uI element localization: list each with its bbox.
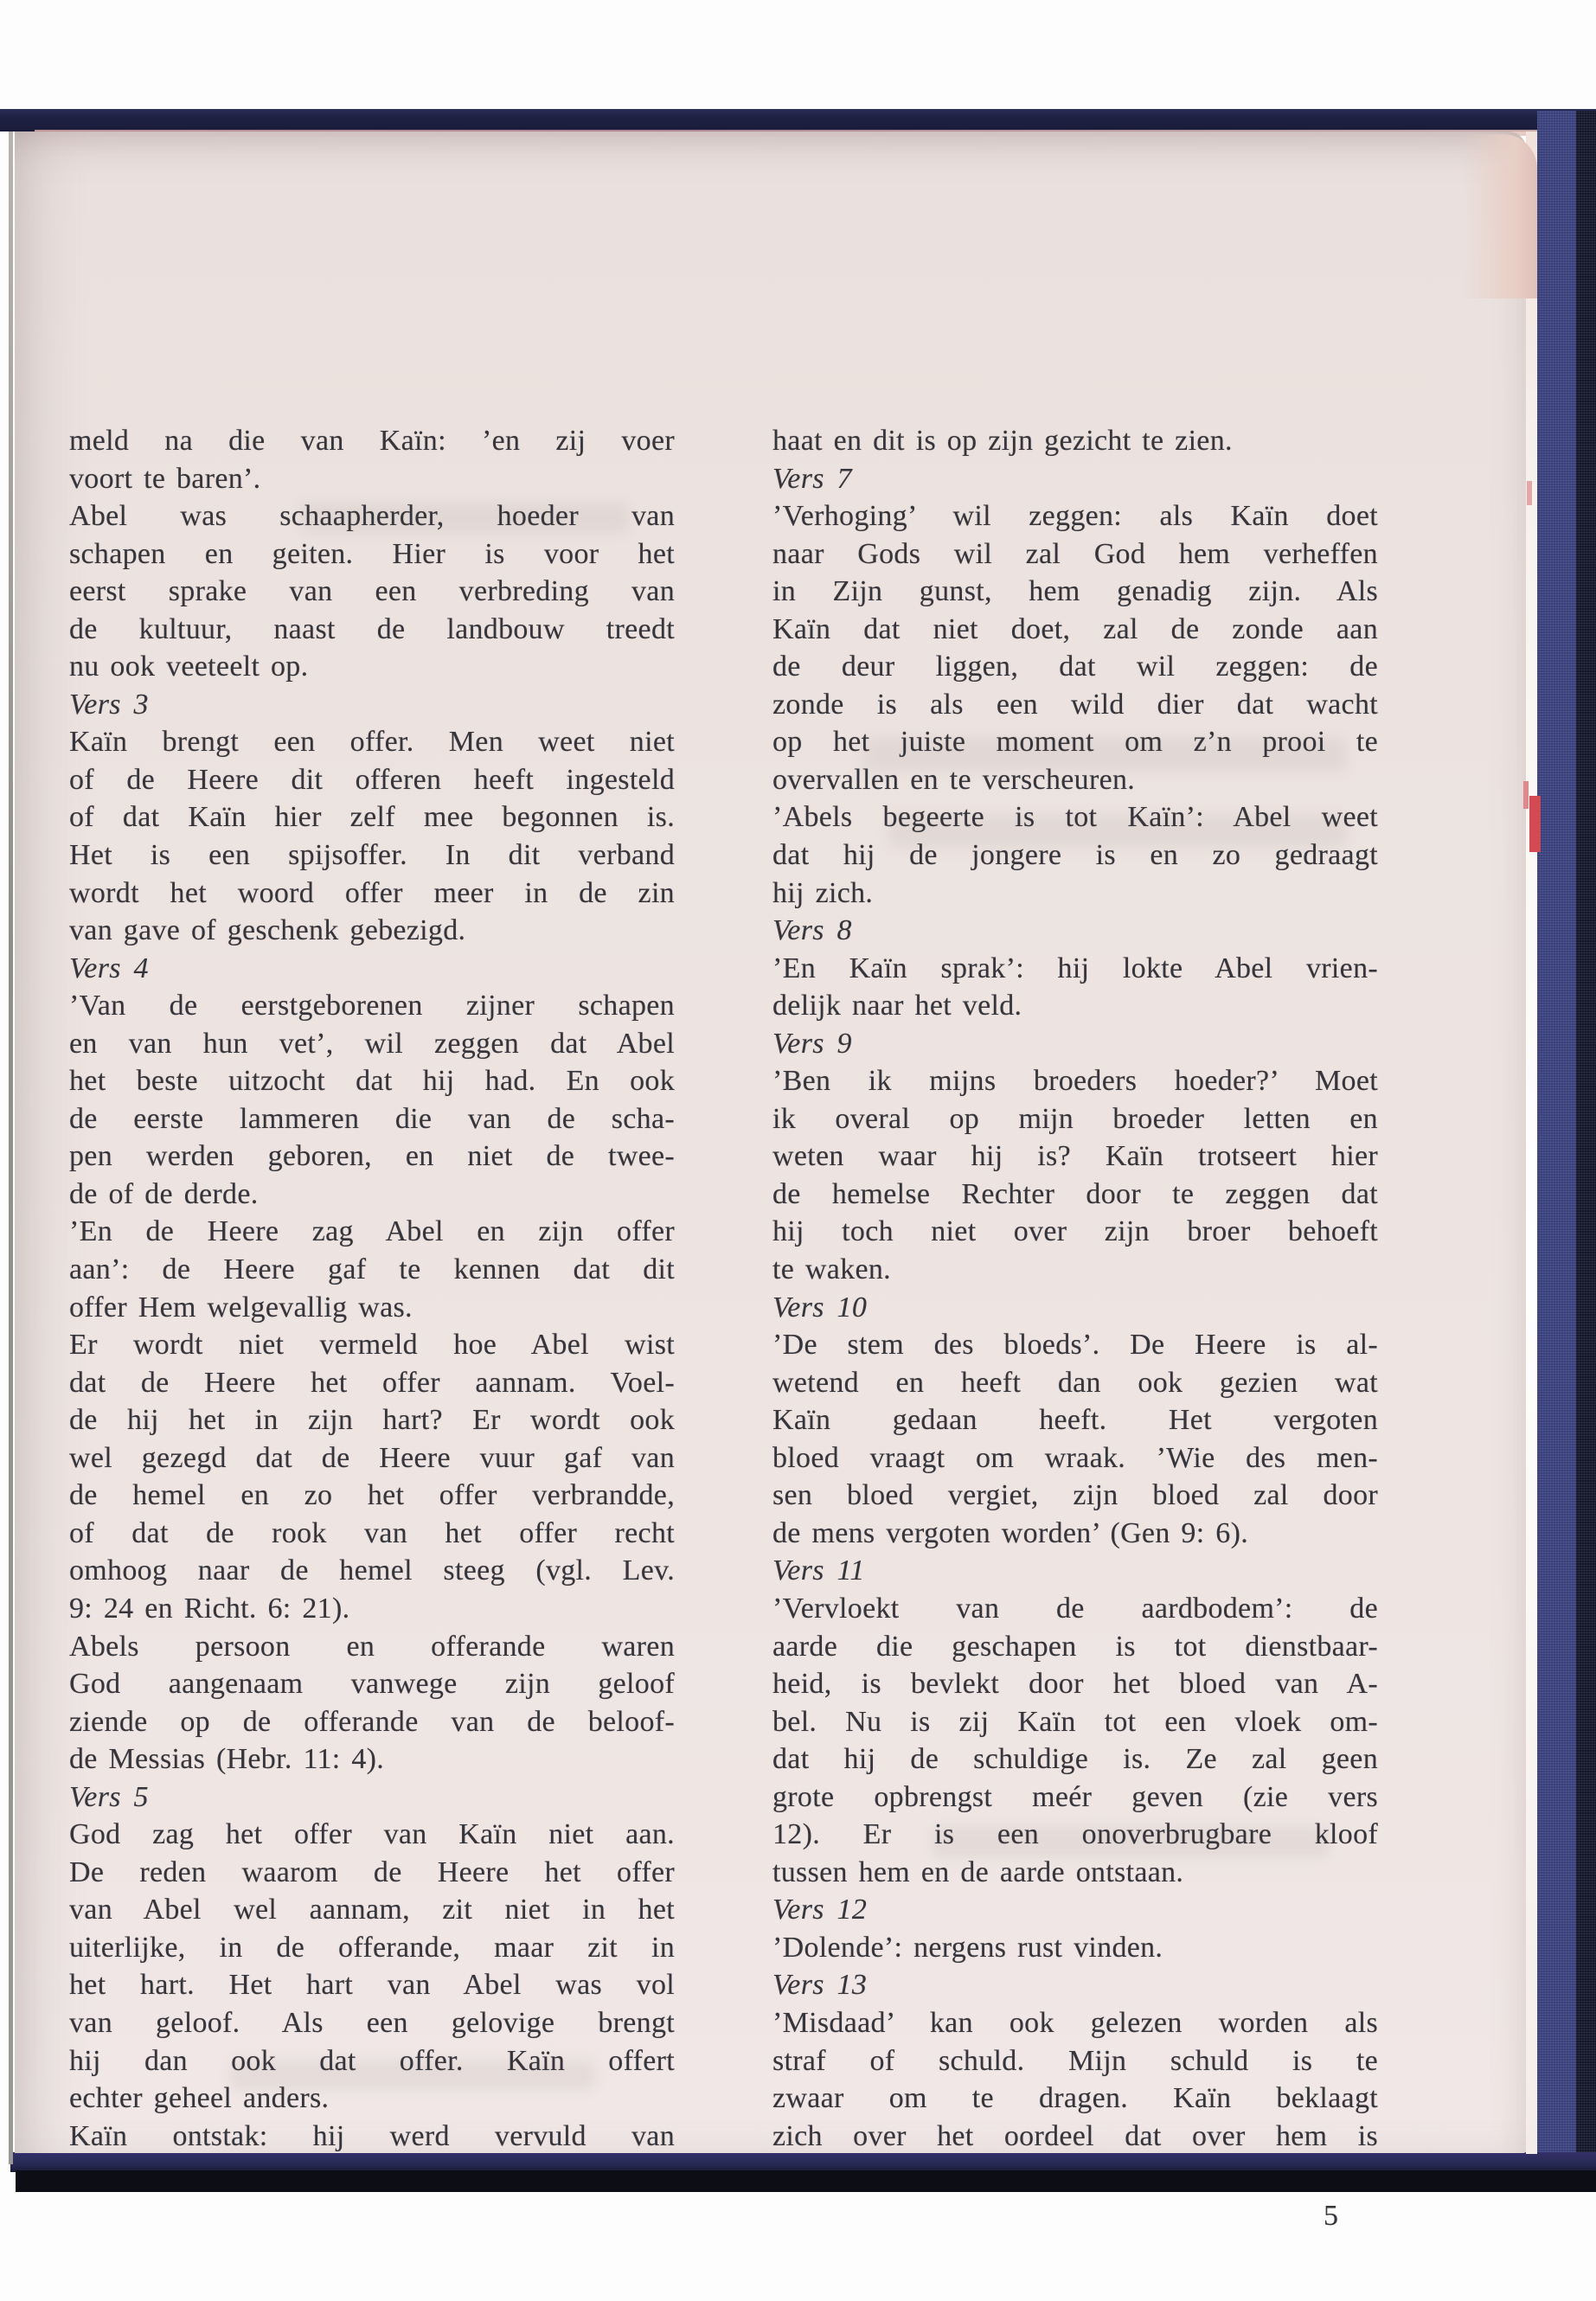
text-line: bloed vraagt om wraak. ’Wie des men- <box>772 1441 1378 1474</box>
text-line: 12). Er is een onoverbrugbare kloof <box>772 1818 1378 1851</box>
text-column-left <box>69 422 675 2155</box>
text-line: Er wordt niet vermeld hoe Abel wist <box>69 1329 675 1362</box>
text-line: ’Verhoging’ wil zeggen: als Kaïn doet <box>772 500 1378 533</box>
text-line: naar Gods wil zal God hem verheffen <box>772 537 1378 570</box>
text-line: en van hun vet’, wil zeggen dat Abel <box>69 1027 675 1060</box>
page-number: 5 <box>1324 2200 1338 2232</box>
red-edge-mark <box>1529 796 1541 852</box>
text-line: ’Ben ik mijns broeders hoeder?’ Moet <box>772 1065 1378 1098</box>
text-line: in Zijn gunst, hem genadig zijn. Als <box>772 575 1378 608</box>
verse-heading: Vers 13 <box>772 1969 868 2002</box>
text-line: hij toch niet over zijn broer behoeft <box>772 1215 1378 1248</box>
text-line: meld na die van Kaïn: ’en zij voer <box>69 425 675 457</box>
text-line: ’Dolende’: nergens rust vinden. <box>772 1931 1163 1964</box>
text-line: de Messias (Hebr. 11: 4). <box>69 1743 385 1776</box>
book-cover-bottom-shadow <box>16 2170 1596 2192</box>
text-line: nu ook veeteelt op. <box>69 651 309 683</box>
text-line: De reden waarom de Heere het offer <box>69 1856 675 1888</box>
text-line: ’De stem des bloeds’. De Heere is al- <box>772 1329 1378 1362</box>
text-line: pen werden geboren, en niet de twee- <box>69 1140 675 1173</box>
text-line: wetend en heeft dan ook gezien wat <box>772 1366 1378 1399</box>
text-line: Kaïn gedaan heeft. Het vergoten <box>772 1404 1378 1437</box>
book-cover-bottom-edge <box>10 2152 1596 2172</box>
text-line: tussen hem en de aarde ontstaan. <box>772 1856 1184 1888</box>
page-fore-edge-top <box>1462 134 1537 298</box>
verse-heading: Vers 12 <box>772 1894 868 1926</box>
book-page <box>15 131 1527 2232</box>
text-line: aan’: de Heere gaf te kennen dat dit <box>69 1253 675 1286</box>
text-line: God zag het offer van Kaïn niet aan. <box>69 1818 675 1851</box>
text-column-right <box>772 422 1378 2155</box>
text-line: eerst sprake van een verbreding van <box>69 575 675 608</box>
text-line: het hart. Het hart van Abel was vol <box>69 1969 675 2002</box>
text-line: de kultuur, naast de landbouw treedt <box>69 612 675 645</box>
text-line: Abels persoon en offerande waren <box>69 1630 675 1663</box>
verse-heading: Vers 5 <box>69 1780 149 1813</box>
text-line: van Abel wel aannam, zit niet in het <box>69 1894 675 1926</box>
text-line: de eerste lammeren die van de scha- <box>69 1102 675 1135</box>
text-line: ’Van de eerstgeborenen zijner schapen <box>69 990 675 1022</box>
text-line: ’Abels begeerte is tot Kaïn’: Abel weet <box>772 801 1378 834</box>
text-line: God aangenaam vanwege zijn geloof <box>69 1668 675 1701</box>
text-line: zich over het oordeel dat over hem is <box>772 2119 1378 2152</box>
text-line: de hemel en zo het offer verbrandde, <box>69 1479 675 1512</box>
text-line: de hemelse Rechter door te zeggen dat <box>772 1177 1378 1210</box>
text-line: hij dan ook dat offer. Kaïn offert <box>69 2044 675 2077</box>
text-line: haat en dit is op zijn gezicht te zien. <box>772 425 1233 457</box>
text-line: offer Hem welgevallig was. <box>69 1291 413 1324</box>
text-line: voort te baren’. <box>69 462 261 495</box>
text-line: uiterlijke, in de offerande, maar zit in <box>69 1931 675 1964</box>
verse-heading: Vers 9 <box>772 1027 852 1060</box>
text-line: Het is een spijsoffer. In dit verband <box>69 839 675 872</box>
text-line: de deur liggen, dat wil zeggen: de <box>772 651 1378 683</box>
page-stack-edge-line <box>9 131 13 2164</box>
text-line: schapen en geiten. Hier is voor het <box>69 537 675 570</box>
text-line: delijk naar het veld. <box>772 990 1022 1022</box>
text-line: aarde die geschapen is tot dienstbaar- <box>772 1630 1378 1663</box>
text-line: 9: 24 en Richt. 6: 21). <box>69 1592 350 1625</box>
text-line: sen bloed vergiet, zijn bloed zal door <box>772 1479 1378 1512</box>
text-line: dat hij de schuldige is. Ze zal geen <box>772 1743 1378 1776</box>
text-line: ziende op de offerande van de beloof- <box>69 1705 675 1738</box>
red-edge-mark <box>1523 781 1529 809</box>
text-line: van gave of geschenk gebezigd. <box>69 914 466 947</box>
text-line: grote opbrengst meér geven (zie vers <box>772 1780 1378 1813</box>
text-line: de of de derde. <box>69 1177 259 1210</box>
text-line: of dat de rook van het offer recht <box>69 1516 675 1549</box>
text-line: zonde is als een wild dier dat wacht <box>772 688 1378 721</box>
text-line: op het juiste moment om z’n prooi te <box>772 726 1378 759</box>
text-line: dat de Heere het offer aannam. Voel- <box>69 1366 675 1399</box>
text-line: wel gezegd dat de Heere vuur gaf van <box>69 1441 675 1474</box>
text-line: omhoog naar de hemel steeg (vgl. Lev. <box>69 1554 675 1587</box>
text-line: heid, is bevlekt door het bloed van A- <box>772 1668 1378 1701</box>
text-line: Kaïn brengt een offer. Men weet niet <box>69 726 675 759</box>
text-line: het beste uitzocht dat hij had. En ook <box>69 1065 675 1098</box>
verse-heading: Vers 3 <box>69 688 149 721</box>
verse-heading: Vers 7 <box>772 462 852 495</box>
text-line: Kaïn ontstak: hij werd vervuld van <box>69 2119 675 2152</box>
text-line: straf of schuld. Mijn schuld is te <box>772 2044 1378 2077</box>
text-line: overvallen en te verscheuren. <box>772 763 1136 796</box>
book-cover-right-edge <box>1537 111 1596 2183</box>
text-line: ’En de Heere zag Abel en zijn offer <box>69 1215 675 1248</box>
text-line: ’Vervloekt van de aardbodem’: de <box>772 1592 1378 1625</box>
text-line: ’En Kaïn sprak’: hij lokte Abel vrien- <box>772 952 1378 984</box>
text-line: of de Heere dit offeren heeft ingesteld <box>69 763 675 796</box>
text-line: Abel was schaapherder, hoeder van <box>69 500 675 533</box>
page-fore-edge <box>1526 131 1537 2154</box>
red-edge-mark <box>1527 481 1532 505</box>
text-line: de mens vergoten worden’ (Gen 9: 6). <box>772 1516 1248 1549</box>
book-cover-top-edge <box>0 109 1596 131</box>
text-line: te waken. <box>772 1253 891 1286</box>
verse-heading: Vers 11 <box>772 1554 865 1587</box>
text-line: Kaïn dat niet doet, zal de zonde aan <box>772 612 1378 645</box>
text-line: weten waar hij is? Kaïn trotseert hier <box>772 1140 1378 1173</box>
text-line: of dat Kaïn hier zelf mee begonnen is. <box>69 801 675 834</box>
text-line: hij zich. <box>772 876 874 909</box>
text-line: de hij het in zijn hart? Er wordt ook <box>69 1404 675 1437</box>
text-line: echter geheel anders. <box>69 2082 330 2115</box>
text-line: dat hij de jongere is en zo gedraagt <box>772 839 1378 872</box>
text-line: bel. Nu is zij Kaïn tot een vloek om- <box>772 1705 1378 1738</box>
text-line: ’Misdaad’ kan ook gelezen worden als <box>772 2006 1378 2039</box>
verse-heading: Vers 4 <box>69 952 149 984</box>
verse-heading: Vers 8 <box>772 914 852 947</box>
text-line: van geloof. Als een gelovige brengt <box>69 2006 675 2039</box>
verse-heading: Vers 10 <box>772 1291 868 1324</box>
text-line: zwaar om te dragen. Kaïn beklaagt <box>772 2082 1378 2115</box>
text-line: ik overal op mijn broeder letten en <box>772 1102 1378 1135</box>
text-line: wordt het woord offer meer in de zin <box>69 876 675 909</box>
